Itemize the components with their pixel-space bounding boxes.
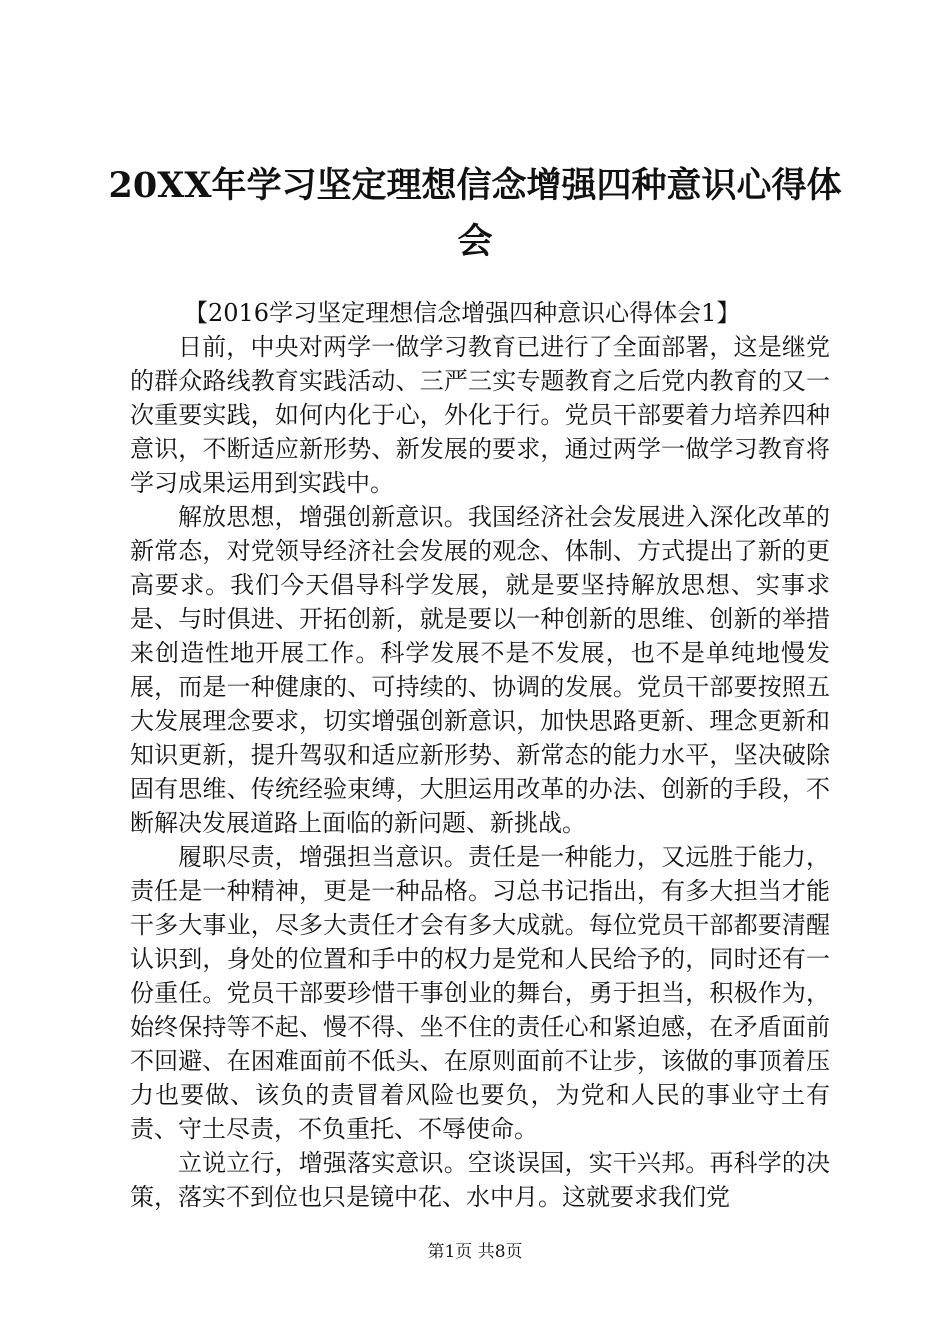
page-footer: 第1页 共8页	[427, 1242, 523, 1262]
paragraph-1: 日前，中央对两学一做学习教育已进行了全面部署，这是继党的群众路线教育实践活动、三严三实专题教育之后党内教育的又一次重要实践，如何内化于心，外化于行。党员干部要着力培养四种意识，不断适应新形势、新发展的要求，通过两学一做学习教育将学习成果运用到实践中。	[130, 333, 830, 497]
paragraph-4: 立说立行，增强落实意识。空谈误国，实干兴邦。再科学的决策，落实不到位也只是镜中花、水中月。这就要求我们党	[130, 1149, 830, 1211]
document-body	[130, 296, 830, 1214]
section-header: 【2016学习坚定理想信念增强四种意识心得体会1】	[184, 299, 741, 327]
paragraph-2: 解放思想，增强创新意识。我国经济社会发展进入深化改革的新常态，对党领导经济社会发展的观念、体制、方式提出了新的更高要求。我们今天倡导科学发展，就是要坚持解放思想、实事求是、与时俱进、开拓创新，就是要以一种创新的思维、创新的举措来创造性地开展工作。科学发展不是不发展，也不是单纯地慢发展，而是一种健康的、可持续的、协调的发展。党员干部要按照五大发展理念要求，切实增强创新意识，加快思路更新、理念更新和知识更新，提升驾驭和适应新形势、新常态的能力水平，坚决破除固有思维、传统经验束缚，大胆运用改革的办法、创新的手段，不断解决发展道路上面临的新问题、新挑战。	[130, 503, 830, 837]
paragraph-3: 履职尽责，增强担当意识。责任是一种能力，又远胜于能力，责任是一种精神，更是一种品格。习总书记指出，有多大担当才能干多大事业，尽多大责任才会有多大成就。每位党员干部都要清醒认识到，身处的位置和手中的权力是党和人民给予的，同时还有一份重任。党员干部要珍惜干事创业的舞台，勇于担当，积极作为，始终保持等不起、慢不得、坐不住的责任心和紧迫感，在矛盾面前不回避、在困难面前不低头、在原则面前不让步，该做的事顶着压力也要做、该负的责冒着风险也要负，为党和人民的事业守土有责、守土尽责，不负重托、不辱使命。	[130, 843, 830, 1143]
document-title: 20XX年学习坚定理想信念增强四种意识心得体会	[108, 165, 842, 262]
